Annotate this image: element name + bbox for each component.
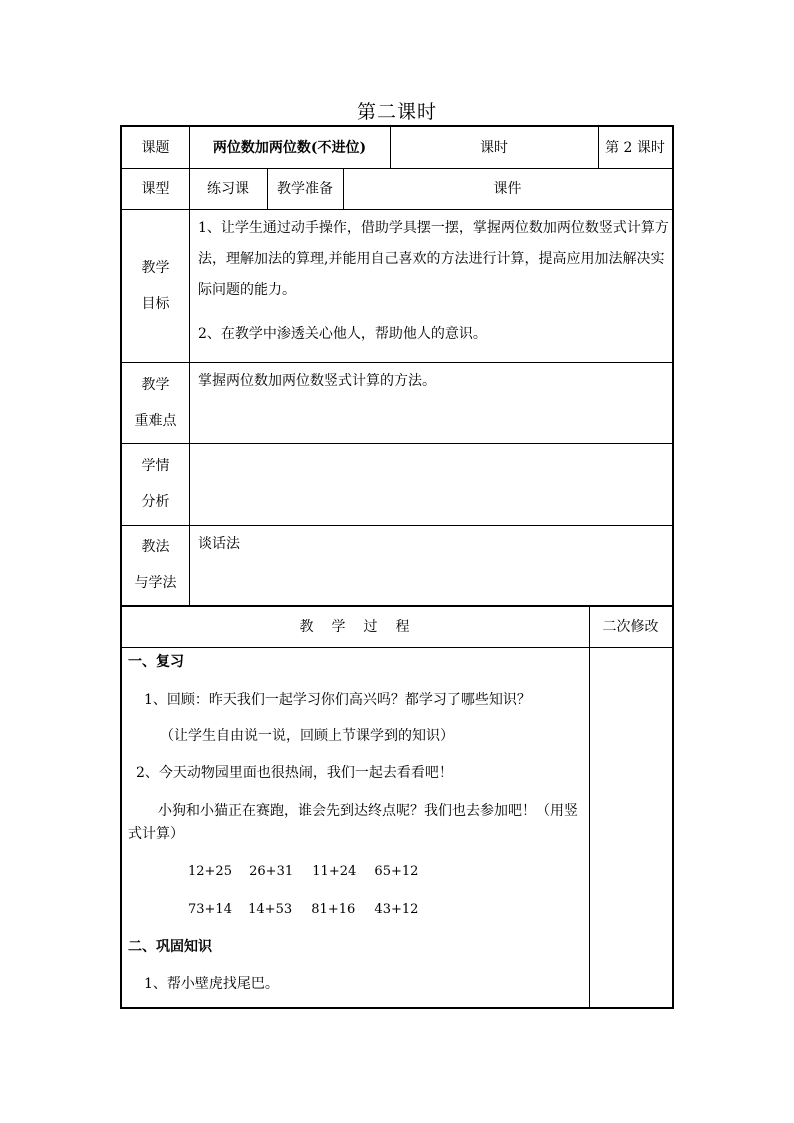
col-divider [589,607,590,1007]
goals-text-line: 法，理解加法的算理,并能用自己喜欢的方法进行计算，提高应用加法解决实 [198,251,665,267]
key-points-label-line: 重难点 [134,412,177,429]
row-divider [122,443,672,444]
key-points-label-line: 教学 [141,376,170,393]
row-divider [122,525,672,526]
type-label: 课型 [141,180,170,197]
analysis-label-line: 分析 [141,494,170,510]
goals-text-line: 际问题的能力。 [198,282,296,298]
goals-text-line: 1、让学生通过动手操作，借助学具摆一摆，掌握两位数加两位数竖式计算方 [198,220,669,236]
period-label: 课时 [480,139,508,156]
revision-label: 二次修改 [602,619,659,635]
prep-value: 课件 [493,180,522,197]
topic-value: 两位数加两位数(不进位) [212,139,367,156]
process-title: 教 学 过 程 [299,619,412,635]
section-review-heading: 一、复习 [128,654,184,670]
exercise-item: 81+16 [311,902,356,917]
row-divider [122,362,672,363]
key-points-label [122,362,189,443]
goals-label-line: 教学 [141,259,170,276]
exercise-item: 73+14 [188,902,232,917]
analysis-label [122,443,189,525]
exercise-item: 14+53 [248,902,293,917]
type-value: 练习课 [207,180,249,197]
lesson-plan-table [120,125,674,1009]
methods-text: 谈话法 [198,536,240,552]
goals-label-line: 目标 [141,295,170,312]
process-paragraph-line: 式计算） [128,826,184,842]
process-item: 2、今天动物园里面也很热闹，我们一起去看看吧！ [136,765,453,781]
process-note: （让学生自由说一说，回顾上节课学到的知识） [160,728,454,744]
exercise-row [188,902,418,917]
goals-text-line: 2、在教学中渗透关心他人，帮助他人的意识。 [198,326,487,342]
analysis-label-line: 学情 [141,458,170,474]
prep-label: 教学准备 [277,180,333,197]
topic-label: 课题 [141,139,170,156]
key-points-text: 掌握两位数加两位数竖式计算的方法。 [198,373,436,389]
exercise-row [188,864,418,879]
period-value: 第 2 课时 [605,139,665,156]
exercise-item: 65+12 [374,864,419,879]
process-item: 1、回顾：昨天我们一起学习你们高兴吗？都学习了哪些知识？ [144,692,531,708]
methods-label-line: 教法 [141,539,170,555]
exercise-item: 26+31 [249,864,294,879]
exercise-item: 12+25 [188,864,232,879]
methods-label [122,525,189,605]
section-consolidate-heading: 二、巩固知识 [128,939,212,955]
methods-label-line: 与学法 [134,575,177,591]
exercise-item: 11+24 [312,864,357,879]
goals-label [122,209,189,362]
process-item: 1、帮小壁虎找尾巴。 [144,976,279,992]
process-paragraph-line: 小狗和小猫正在赛跑，谁会先到达终点呢？我们也去参加吧！（用竖 [158,803,578,819]
exercise-item: 43+12 [374,902,419,917]
row-divider [122,209,672,210]
page-title: 第二课时 [356,101,437,123]
